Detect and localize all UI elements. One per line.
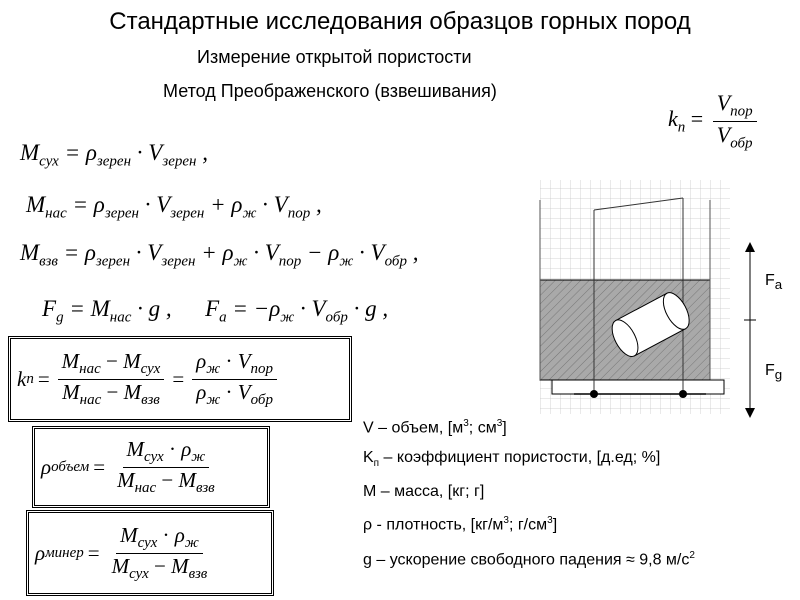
formula-kp-definition: $k_п$ = $\frac{V_{пор}}{V_{обр}}$ [668,90,761,152]
balance-base [552,380,724,394]
formula-m-vzv: $M_{взв} = \rho_{зерен} \cdot V_{зерен} + \rho_ж \cdot V_{пор} - \rho_ж \cdot V_{обр}$ , [20,240,419,270]
pivot-right [679,390,687,398]
force-gravity-label: $F_g$ [765,362,783,383]
subtitle-preobrazhensky: Метод Преображенского (взвешивания) [163,81,497,101]
formula-forces: $F_g = M_{нас} \cdot g$ , $F_a = -\rho_ж \cdot V_{обр} \cdot g$ , [42,296,389,326]
formula-m-sukh: $M_{сух} = \rho_{зерен} \cdot V_{зерен}$ , [20,140,208,170]
legend-mass: M – масса, [кг; г] [363,483,485,500]
formula-rho-obem-box: ρ объем = $\frac{M_{сух} \cdot \rho_ж}{M_{нас} - M_{взв}}$ [34,428,268,506]
formula-m-nas: $M_{нас} = \rho_{зерен} \cdot V_{зерен} + \rho_ж \cdot V_{пор}$ , [26,192,322,222]
subtitle-method: Измерение открытой пористости [197,47,472,67]
legend-volume: V – объем, [$м^3$; $см^3$] [363,418,507,437]
formula-kp-box: k п = $\frac{M_{нас} - M_{сух}}{M_{нас} - M_{взв}}$ = $\frac{\rho_ж \cdot V_{пор}}{\rho_ж \cdot V_{обр}}$ [10,338,350,420]
legend-density: ρ - плотность, [$кг/м^3$; $г/см^3$] [363,515,558,534]
weighing-diagram [530,178,798,418]
force-archimedes-label: $F_a$ [765,272,783,293]
legend-porosity: $K_п$ – коэффициент пористости, [д.ед; %] [363,449,661,470]
page-title: Стандартные исследования образцов горных пород [109,8,691,35]
legend-gravity: g – ускорение свободного падения ≈ 9,8 $м/с^2$ [363,550,695,569]
formula-rho-miner-box: ρ минер = $\frac{M_{сух} \cdot \rho_ж}{M_{сух} - M_{взв}}$ [28,512,272,594]
pivot-left [590,390,598,398]
